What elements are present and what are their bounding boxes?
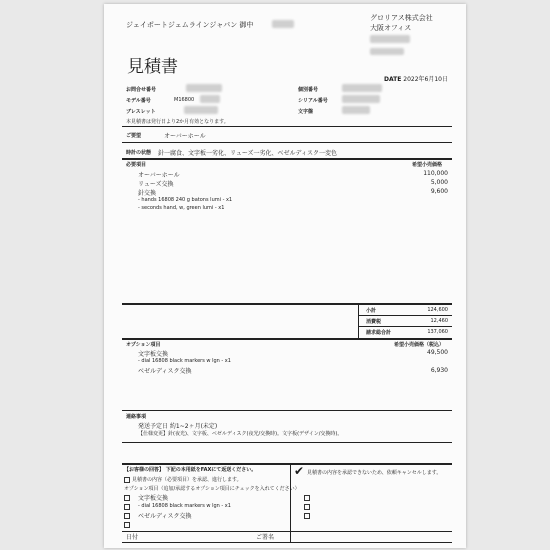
- notes-line: 発送予定日 約1~2ヶ月(未定): [138, 423, 218, 430]
- dial-label: 文字盤: [298, 109, 314, 115]
- model-value: M16800: [174, 97, 195, 103]
- option-item-price: 6,930: [430, 367, 448, 374]
- date-field-label: 日付: [126, 534, 139, 541]
- validity-note: 本見積書は発行日より2か月有効となります。: [126, 119, 229, 125]
- tax-value: 12,460: [430, 318, 448, 324]
- required-item-price: 5,000: [430, 179, 448, 186]
- divider: [122, 542, 452, 543]
- divider: [122, 142, 452, 143]
- total-value: 137,060: [427, 329, 448, 335]
- divider: [358, 304, 359, 338]
- checkbox[interactable]: [304, 504, 310, 510]
- redacted-field: [342, 84, 382, 92]
- office-name: 大阪オフィス: [370, 24, 412, 32]
- divider: [122, 303, 452, 305]
- tax-label: 消費税: [366, 319, 382, 325]
- date-line: [384, 74, 448, 83]
- company-name: グロリアス株式会社: [370, 14, 433, 22]
- checkbox[interactable]: [124, 513, 130, 519]
- bracelet-label: ブレスレット: [126, 109, 156, 115]
- required-label: 必要項目: [126, 162, 147, 168]
- divider: [122, 126, 452, 127]
- subtotal-label: 小計: [366, 308, 377, 314]
- case-label: 個別番号: [298, 87, 319, 93]
- redacted-field: [184, 106, 218, 114]
- options-price-header: 希望小売価格（税込）: [394, 342, 445, 348]
- document-title: 見積書: [127, 57, 178, 77]
- customer-answer-title: 【お客様の回答】 下記の本用紙をFAXにて返送ください。: [124, 467, 257, 473]
- request-label: ご要望: [126, 133, 142, 139]
- required-item: リューズ交換: [138, 181, 174, 188]
- redacted-field: [272, 20, 294, 28]
- option-item-detail: - dial 16808 black markers w lgn - x1: [138, 358, 231, 364]
- checkbox[interactable]: [124, 477, 130, 483]
- date-label: DATE: [384, 76, 402, 83]
- notes-label: 連絡事項: [126, 414, 147, 420]
- required-price-header: 希望小売価格: [412, 162, 443, 168]
- divider: [122, 158, 452, 160]
- condition-value: 針一腐食、文字板一劣化、リューズ一劣化、ベゼルディスク一変色: [158, 150, 338, 157]
- customer-option-item: ベゼルディスク交換: [138, 513, 192, 520]
- inquiry-label: お問合せ番号: [126, 87, 157, 93]
- checkbox[interactable]: [124, 522, 130, 528]
- redacted-field: [370, 35, 410, 43]
- notes-line: 【仕様変更】針(夜光)、文字板、ベゼルディスク(夜光/交換時)。文字板(デザイン/交換時)。: [138, 431, 343, 437]
- quotation-sheet: [104, 4, 466, 548]
- divider: [122, 442, 452, 443]
- required-approval-text: 見積書の内容（必要項目）を承認、進行します。: [132, 477, 242, 483]
- condition-label: 時計の状態: [126, 150, 152, 156]
- required-item-detail: - seconds hand, w, green lumi - x1: [138, 205, 225, 211]
- serial-label: シリアル番号: [298, 98, 328, 104]
- required-item: オーバーホール: [138, 172, 180, 179]
- redacted-field: [186, 84, 222, 92]
- option-item-price: 49,500: [427, 349, 448, 356]
- divider: [122, 531, 452, 532]
- redacted-field: [342, 106, 370, 114]
- option-item: 文字板交換: [138, 351, 169, 358]
- customer-option-detail: - dial 16808 black markers w lgn - x1: [138, 503, 231, 509]
- divider: [122, 463, 452, 465]
- total-label: 請求総合計: [366, 330, 392, 336]
- signature-field-label: ご署名: [256, 534, 275, 541]
- divider: [122, 338, 452, 340]
- redacted-field: [200, 95, 220, 103]
- checkbox[interactable]: [304, 495, 310, 501]
- divider: [358, 326, 452, 327]
- checkbox[interactable]: [124, 504, 130, 510]
- recipient-name: ジェイポートジェムラインジャパン 御中: [126, 21, 254, 29]
- cancel-note: 見積書の内容を承認できないため、依頼キャンセルします。: [307, 470, 442, 476]
- divider: [358, 315, 452, 316]
- request-value: オーバーホール: [164, 133, 206, 140]
- required-item-price: 110,000: [423, 170, 448, 177]
- option-selection-note: オプション項目（追加/承認するオプション項目にチェックを入れてください）: [124, 486, 300, 492]
- required-item: 針交換: [138, 190, 157, 197]
- checkbox[interactable]: [304, 513, 310, 519]
- divider: [122, 410, 452, 411]
- required-item-detail: - hands 16808 240 g batons lumi - x1: [138, 197, 233, 203]
- redacted-field: [370, 48, 404, 55]
- option-item: ベゼルディスク交換: [138, 368, 192, 375]
- date-value: 2022年6月10日: [403, 76, 449, 83]
- options-label: オプション項目: [126, 342, 161, 348]
- subtotal-value: 124,600: [427, 307, 448, 313]
- model-label: モデル番号: [126, 98, 151, 104]
- checkbox[interactable]: [124, 495, 130, 501]
- redacted-field: [342, 95, 380, 103]
- required-item-price: 9,600: [430, 188, 448, 195]
- customer-option-item: 文字板交換: [138, 495, 169, 502]
- check-mark-icon: ✔: [294, 464, 305, 478]
